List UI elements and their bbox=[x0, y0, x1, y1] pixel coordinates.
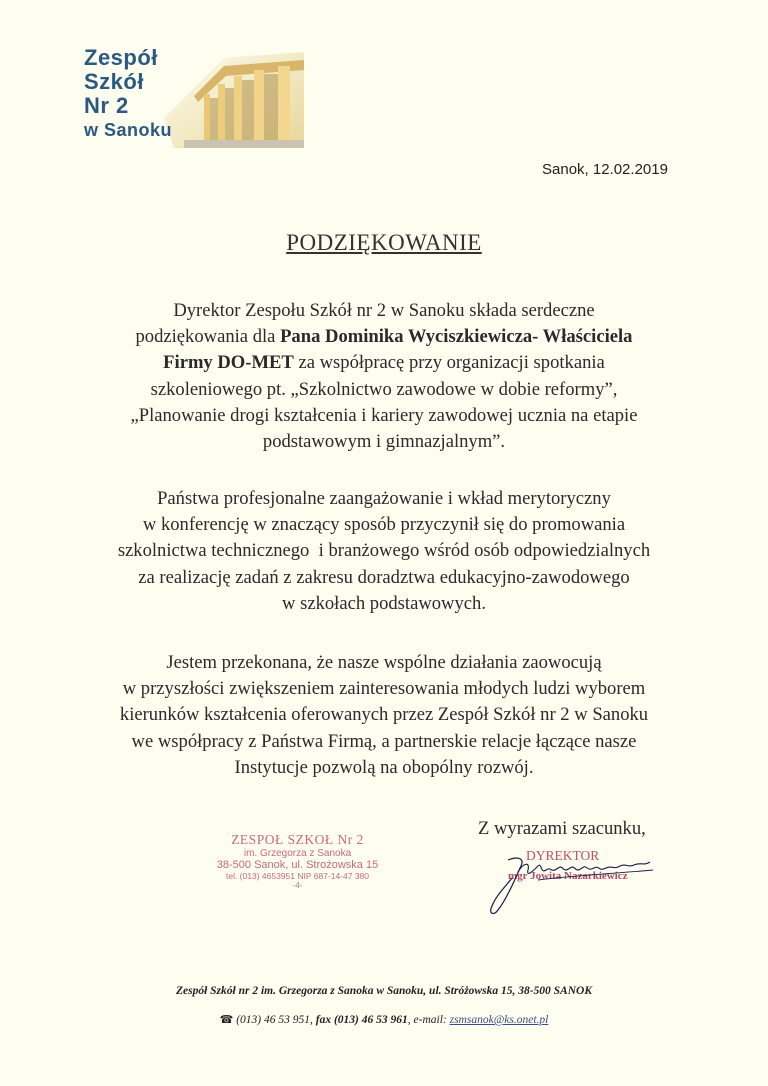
text-line: w przyszłości zwiększeniem zainteresowania młodych ludzi wyborem bbox=[122, 678, 646, 700]
stamp-line: im. Grzegorza z Sanoka bbox=[243, 848, 352, 859]
text-line: szkolnictwa technicznego i branżowego wśród osób odpowiedzialnych bbox=[117, 540, 651, 562]
logo-line: w Sanoku bbox=[84, 120, 173, 140]
footer-email-label: , e-mail: bbox=[407, 1014, 450, 1026]
text: „Planowanie drogi kształcenia i kariery zawodowej ucznia na etapie bbox=[130, 404, 638, 426]
company-name: Firmy DO-MET bbox=[163, 352, 294, 374]
footer-address: Zespół Szkół nr 2 im. Grzegorza z Sanoka w Sanoku, ul. Stróżowska 15, 38-500 SANOK bbox=[175, 985, 593, 997]
logo-line: Zespół bbox=[84, 45, 158, 70]
text-line: Jestem przekonana, że nasze wspólne działania zaowocują bbox=[166, 652, 602, 673]
stamp-line: -4- bbox=[292, 881, 303, 890]
phone-icon: ☎ bbox=[219, 1014, 234, 1026]
letter-date: Sanok, 12.02.2019 bbox=[542, 161, 668, 178]
footer-email-link[interactable]: zsmsanok@ks.onet.pl bbox=[449, 1014, 549, 1026]
text-line: Instytucje pozwolą na obopólny rozwój. bbox=[234, 756, 534, 778]
school-building-image bbox=[164, 48, 304, 148]
school-logo bbox=[84, 46, 234, 154]
director-name: mgr Jowita Nazarkiewicz bbox=[508, 870, 628, 882]
text-line: za realizację zadań z zakresu doradztwa edukacyjno-zawodowego bbox=[138, 566, 630, 588]
stamp-line: 38-500 Sanok, ul. Strożowska 15 bbox=[216, 859, 379, 871]
text-line: w konferencję w znaczący sposób przyczynił się do promowania bbox=[142, 514, 626, 536]
stamp-line: tel. (013) 4653951 NIP 687-14-47 380 bbox=[225, 871, 370, 881]
handwritten-signature bbox=[478, 848, 678, 918]
text-line: w szkołach podstawowych. bbox=[282, 592, 486, 614]
footer-phone: (013) 46 53 951, bbox=[236, 1014, 313, 1026]
recipient-name: Pana Dominika Wyciszkiewicza- Właściciela bbox=[280, 326, 633, 348]
footer-fax: fax (013) 46 53 961 bbox=[315, 1014, 408, 1026]
paragraph-1 bbox=[100, 298, 668, 455]
text: podziękowania dla bbox=[135, 326, 281, 348]
footer-contact bbox=[0, 1013, 768, 1026]
director-role: DYREKTOR bbox=[526, 848, 600, 863]
logo-line: Nr 2 bbox=[84, 93, 129, 118]
text: szkoleniowego pt. „Szkolnictwo zawodowe w dobie reformy”, bbox=[150, 378, 618, 400]
text: podstawowym i gimnazjalnym”. bbox=[262, 431, 506, 453]
paragraph-2 bbox=[100, 486, 668, 617]
text: za współpracę przy organizacji spotkania bbox=[293, 352, 605, 374]
closing-salutation: Z wyrazami szacunku, bbox=[478, 818, 646, 839]
letter-title: PODZIĘKOWANIE bbox=[286, 230, 482, 255]
text-line: we współpracy z Państwa Firmą, a partnerskie relacje łączące nasze bbox=[131, 730, 637, 752]
text: Dyrektor Zespołu Szkół nr 2 w Sanoku składa serdeczne bbox=[173, 300, 595, 321]
stamp-line: ZESPOŁ SZKOŁ Nr 2 bbox=[231, 832, 364, 847]
logo-text bbox=[84, 46, 172, 142]
text-line: Państwa profesjonalne zaangażowanie i wkład merytoryczny bbox=[157, 488, 611, 509]
paragraph-3 bbox=[100, 650, 668, 781]
logo-line: Szkół bbox=[84, 69, 144, 94]
school-stamp bbox=[190, 832, 405, 890]
text-line: kierunków kształcenia oferowanych przez Zespół Szkół nr 2 w Sanoku bbox=[119, 704, 649, 726]
